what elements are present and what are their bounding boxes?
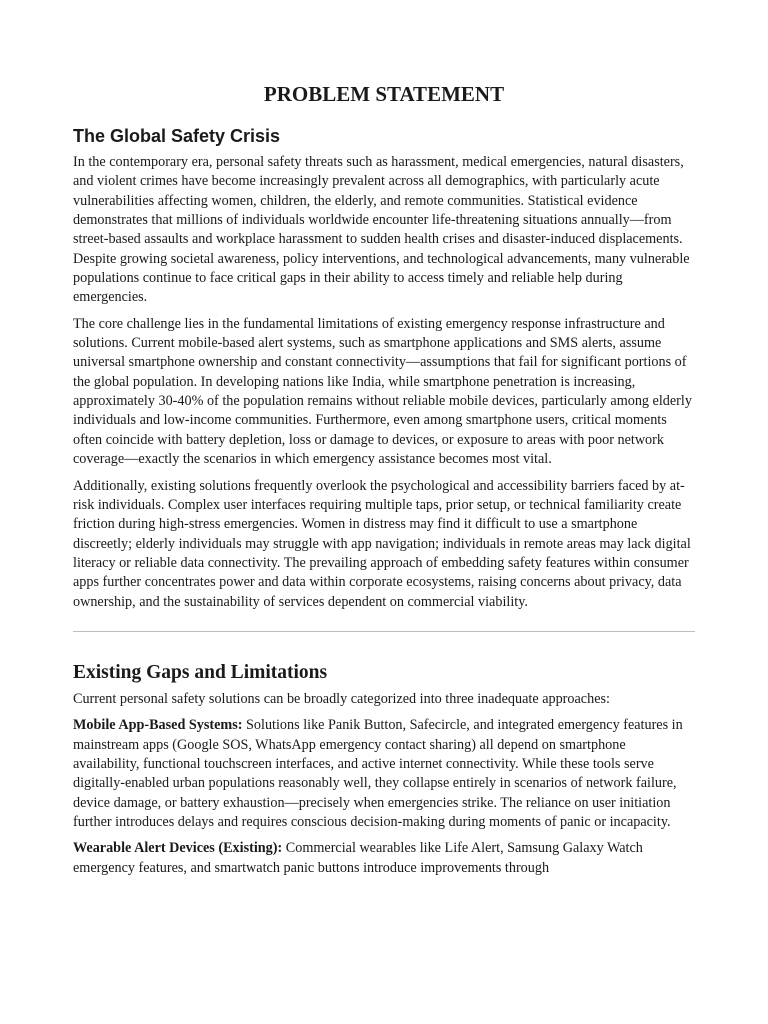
item-text: Commercial wearables like Life Alert, Samsung Galaxy Watch emergency features, and smartwatch panic buttons introduce improvements through (73, 840, 643, 876)
paragraph: Additionally, existing solutions frequently overlook the psychological and accessibility barriers faced by at-risk individuals. Complex user interfaces requiring multiple taps, prior setup, or technical familiarity create friction during high-stress emergencies. Women in distress may find it difficult to use a smartphone discreetly; elderly individuals may struggle with app navigation; individuals in remote areas may lack digital literacy or reliable data connectivity. The prevailing approach of embedding safety features within consumer apps further concentrates power and data within corporate ecosystems, raising concerns about privacy, data ownership, and the sustainability of services dependent on commercial viability. (73, 477, 691, 610)
paragraph: The core challenge lies in the fundamental limitations of existing emergency response infrastructure and solutions. Current mobile-based alert systems, such as smartphone applications and SMS alerts, assume universal smartphone ownership and constant connectivity—assumptions that fail for significant portions of the global population. In developing nations like India, while smartphone penetration is increasing, approximately 30-40% of the population remains without reliable mobile devices, particularly among elderly individuals and low-income communities. Furthermore, even among smartphone users, critical moments often coincide with battery depletion, loss or damage to devices, or exposure to areas with poor network coverage—exactly the scenarios in which emergency assistance becomes most vital. (73, 315, 692, 468)
list-item (73, 716, 695, 832)
page-title: PROBLEM STATEMENT (263, 82, 505, 106)
item-text: Solutions like Panik Button, Safecircle, and integrated emergency features in mainstream apps (Google SOS, WhatsApp emergency contact sharing) all depend on smartphone availability, functional touchscreen interfaces, and active internet connectivity. While these tools serve digitally-enabled urban populations reasonably well, they collapse entirely in scenarios of network failure, device damage, or battery exhaustion—precisely when emergencies strike. The reliance on user initiation further introduces delays and requires conscious decision-making during moments of panic or incapacity. (73, 717, 683, 830)
paragraph: Current personal safety solutions can be broadly categorized into three inadequate approaches: (73, 690, 610, 707)
item-label: Wearable Alert Devices (Existing): (73, 840, 283, 857)
section-heading: Existing Gaps and Limitations (73, 661, 328, 683)
item-label: Mobile App-Based Systems: (73, 717, 243, 734)
section-divider (73, 631, 695, 632)
section-existing-gaps (73, 660, 695, 878)
list-item (73, 839, 695, 878)
paragraph: In the contemporary era, personal safety threats such as harassment, medical emergencies, natural disasters, and violent crimes have become increasingly prevalent across all demographics, with particularly acute vulnerabilities affecting women, children, the elderly, and remote communities. Statistical evidence demonstrates that millions of individuals worldwide encounter life-threatening situations annually—from street-based assaults and workplace harassment to sudden health crises and disaster-induced displacements. Despite growing societal awareness, policy interventions, and technological advancements, many vulnerable populations continue to face critical gaps in their ability to access timely and reliable help during emergencies. (73, 154, 690, 306)
section-global-safety-crisis (73, 123, 695, 612)
section-heading: The Global Safety Crisis (73, 126, 281, 146)
